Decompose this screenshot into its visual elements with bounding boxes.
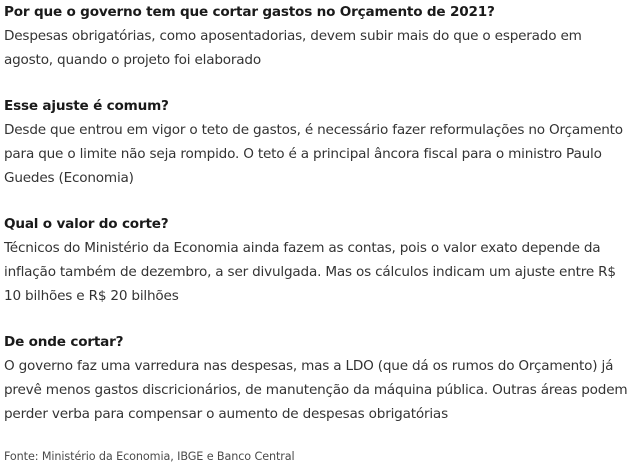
faq-list bbox=[4, 0, 630, 426]
faq-answer-4: O governo faz uma varredura nas despesas, mas a LDO (que dá os rumos do Orçamento) já prevê menos gastos discricionários, de manutenção da máquina pública. Outras áreas podem perder verba para compensar o aumento de despesas obrigatórias bbox=[4, 358, 628, 422]
faq-question-1: Por que o governo tem que cortar gastos no Orçamento de 2021? bbox=[4, 4, 495, 20]
faq-item-2 bbox=[4, 94, 630, 190]
faq-item-4 bbox=[4, 330, 630, 426]
source-note: Fonte: Ministério da Economia, IBGE e Banco Central bbox=[4, 450, 295, 463]
faq-answer-1: Despesas obrigatórias, como aposentadorias, devem subir mais do que o esperado em agosto, quando o projeto foi elaborado bbox=[4, 28, 582, 68]
faq-item-3 bbox=[4, 212, 630, 308]
faq-question-4: De onde cortar? bbox=[4, 334, 124, 350]
faq-question-2: Esse ajuste é comum? bbox=[4, 98, 169, 114]
faq-item-1 bbox=[4, 0, 630, 72]
faq-question-3: Qual o valor do corte? bbox=[4, 216, 169, 232]
faq-answer-2: Desde que entrou em vigor o teto de gastos, é necessário fazer reformulações no Orçamento para que o limite não seja rompido. O teto é a principal âncora fiscal para o ministro Paulo Guedes (Economia) bbox=[4, 122, 623, 186]
faq-answer-3: Técnicos do Ministério da Economia ainda fazem as contas, pois o valor exato depende da inflação também de dezembro, a ser divulgada. Mas os cálculos indicam um ajuste entre R$ 10 bilhões e R$ 20 bilhões bbox=[4, 240, 616, 304]
